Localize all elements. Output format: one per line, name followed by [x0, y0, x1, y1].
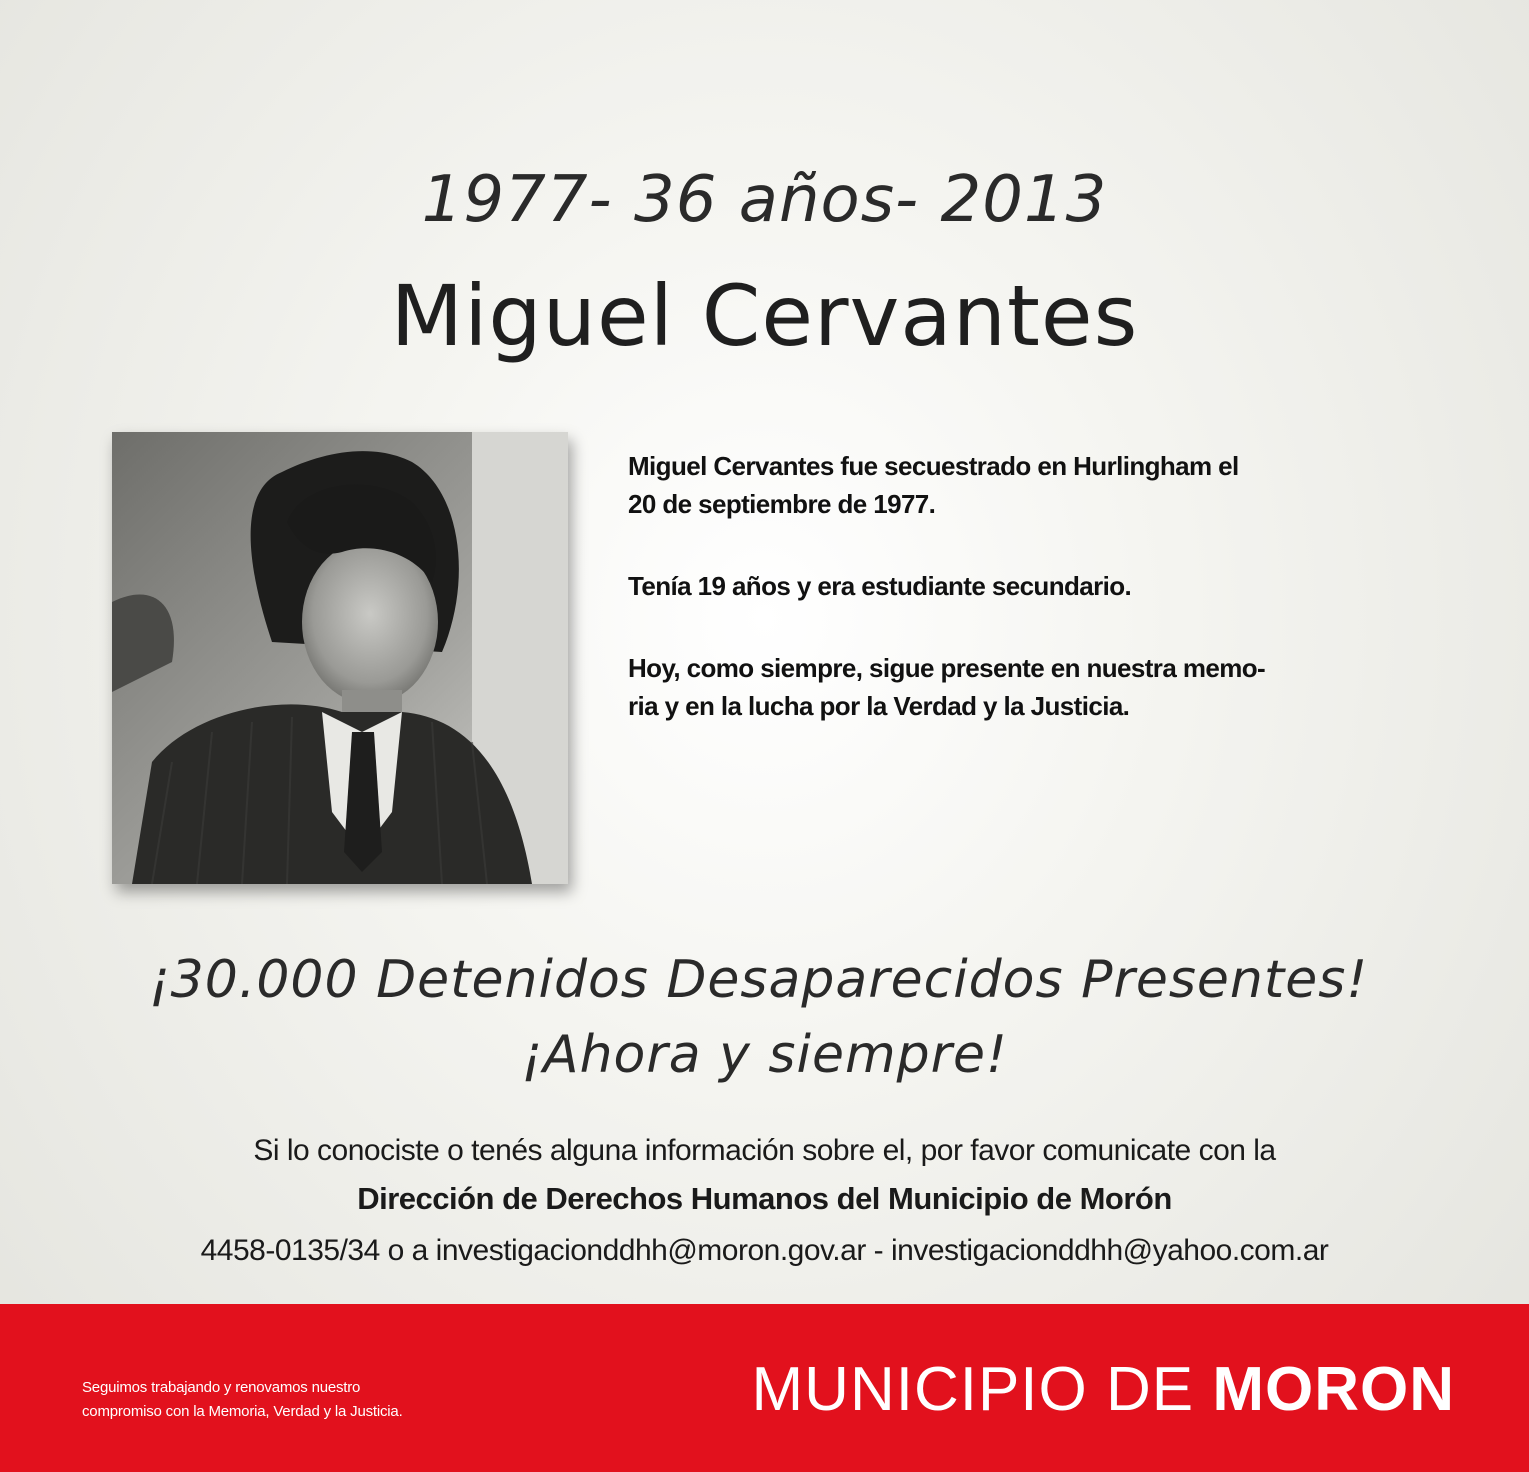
portrait-photo — [112, 432, 568, 884]
contact-intro: Si lo conociste o tenés alguna información sobre el, por favor comunicate con la — [253, 1134, 1276, 1167]
slogan-line: ¡Ahora y siempre! — [521, 1025, 1008, 1085]
footer-band — [0, 1304, 1529, 1472]
slogan-line: ¡30.000 Detenidos Desaparecidos Presentes! — [148, 950, 1369, 1010]
bio-line: Tenía 19 años y era estudiante secundario. — [628, 571, 1132, 601]
biography-text — [628, 447, 1348, 725]
bio-line: Hoy, como siempre, sigue presente en nuestra memo- — [628, 653, 1266, 683]
municipality-logo — [752, 1350, 1455, 1430]
bio-line: Miguel Cervantes fue secuestrado en Hurlingham el — [628, 451, 1239, 481]
tagline-line: compromiso con la Memoria, Verdad y la Justicia. — [82, 1403, 403, 1420]
tagline-line: Seguimos trabajando y renovamos nuestro — [82, 1379, 361, 1396]
brand-name: MORON — [1212, 1355, 1455, 1424]
bio-line: 20 de septiembre de 1977. — [628, 489, 936, 519]
brand-prefix: MUNICIPIO DE — [751, 1355, 1213, 1424]
footer-tagline — [82, 1376, 403, 1424]
contact-organization: Dirección de Derechos Humanos del Municipio de Morón — [357, 1181, 1172, 1216]
bio-line: ria y en la lucha por la Verdad y la Justicia. — [628, 691, 1130, 721]
years-heading: 1977- 36 años- 2013 — [421, 163, 1108, 237]
person-name-heading: Miguel Cervantes — [390, 267, 1139, 365]
portrait-image — [112, 432, 568, 884]
contact-details: 4458-0135/34 o a investigacionddhh@moron.gov.ar - investigacionddhh@yahoo.com.ar — [200, 1234, 1329, 1267]
